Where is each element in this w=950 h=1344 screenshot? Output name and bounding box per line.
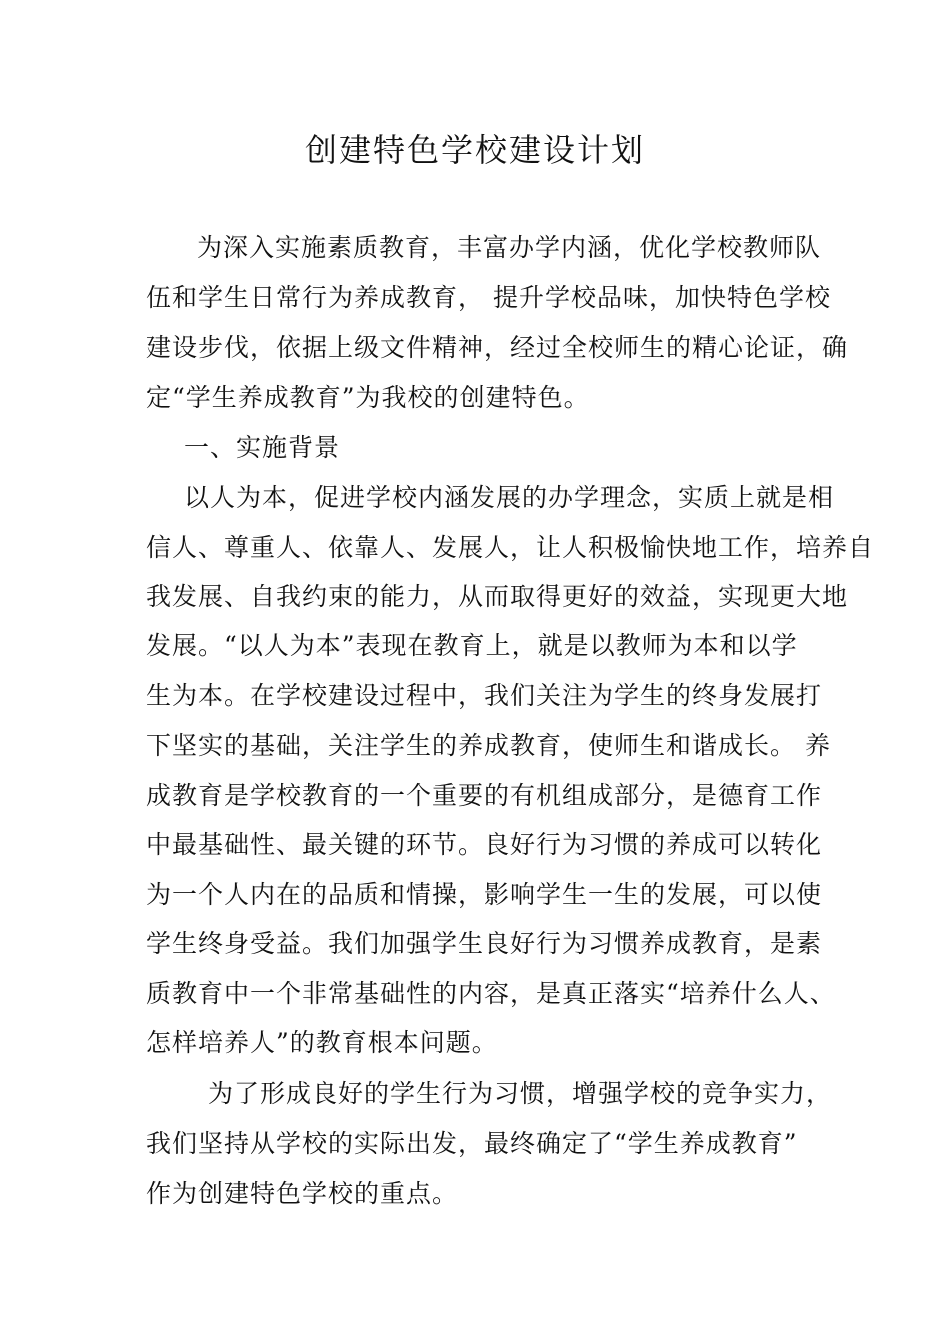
paragraph-line: 以人为本，促进学校内涵发展的办学理念，实质上就是相	[184, 483, 835, 512]
paragraph-line: 为了形成良好的学生行为习惯，增强学校的竞争实力，	[208, 1079, 833, 1108]
paragraph-line: 建设步伐，依据上级文件精神，经过全校师生的精心论证，确	[146, 333, 849, 362]
paragraph-line: 下坚实的基础，关注学生的养成教育，使师生和谐成长。 养	[146, 731, 831, 760]
paragraph-line: 我们坚持从学校的实际出发，最终确定了“学生养成教育”	[146, 1129, 798, 1158]
paragraph-line: 怎样培养人”的教育根本问题。	[146, 1028, 498, 1057]
paragraph-line: 发展。“以人为本”表现在教育上，就是以教师为本和以学	[146, 631, 798, 660]
paragraph-line: 我发展、自我约束的能力，从而取得更好的效益，实现更大地	[146, 582, 849, 611]
paragraph-line: 信人、尊重人、依靠人、发展人，让人积极愉快地工作，培养自	[146, 533, 875, 562]
document-title: 创建特色学校建设计划	[304, 131, 645, 169]
paragraph-line: 作为创建特色学校的重点。	[146, 1179, 459, 1208]
paragraph-line: 中最基础性、最关键的环节。良好行为习惯的养成可以转化	[146, 830, 823, 859]
paragraph-line: 成教育是学校教育的一个重要的有机组成部分，是德育工作	[146, 781, 823, 810]
paragraph-line: 为深入实施素质教育，丰富办学内涵，优化学校教师队	[197, 233, 822, 262]
paragraph-line: 为一个人内在的品质和情操，影响学生一生的发展，可以使	[146, 880, 823, 909]
paragraph-line: 生为本。在学校建设过程中，我们关注为学生的终身发展打	[146, 681, 823, 710]
paragraph-line: 学生终身受益。我们加强学生良好行为习惯养成教育，是素	[146, 929, 823, 958]
paragraph-line: 质教育中一个非常基础性的内容，是真正落实“培养什么人、	[146, 979, 836, 1008]
paragraph-line: 定“学生养成教育”为我校的创建特色。	[146, 383, 590, 412]
paragraph-line: 伍和学生日常行为养成教育， 提升学校品味，加快特色学校	[146, 283, 831, 312]
section-heading: 一、实施背景	[184, 433, 341, 462]
